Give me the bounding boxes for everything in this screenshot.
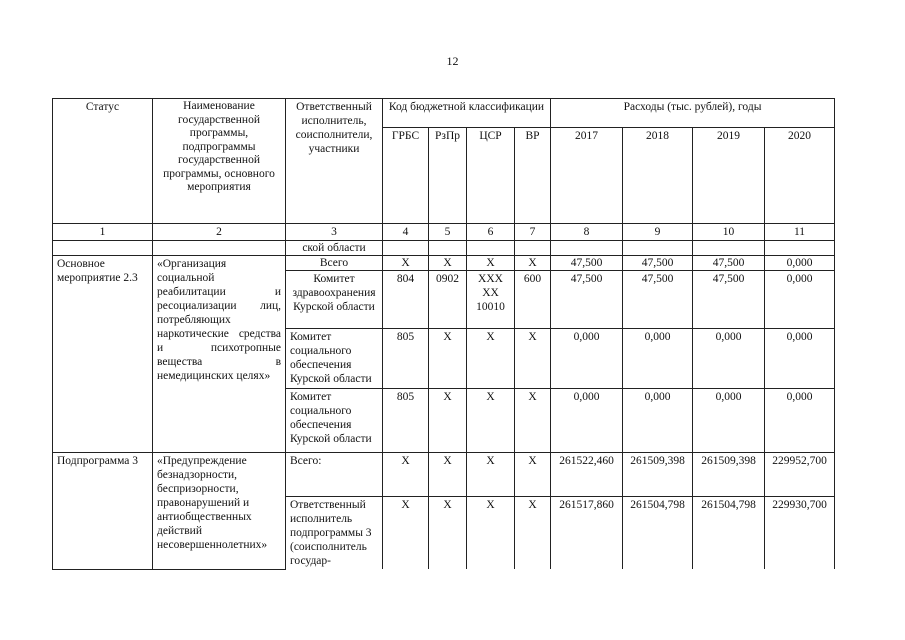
- column-number: 9: [623, 224, 693, 241]
- value-2019-cell: 47,500: [693, 271, 765, 329]
- value-2019-cell: 261509,398: [693, 453, 765, 497]
- responsible-cell: Всего:: [286, 453, 383, 497]
- column-number: 1: [53, 224, 153, 241]
- value-2019-cell: 47,500: [693, 256, 765, 271]
- grbs-cell: 805: [383, 329, 429, 389]
- value-2018-cell: 0,000: [623, 329, 693, 389]
- vr-cell: X: [515, 329, 551, 389]
- value-2020-cell: 0,000: [765, 329, 835, 389]
- table-row: [53, 256, 835, 271]
- grbs-cell: 804: [383, 271, 429, 329]
- column-number: 3: [286, 224, 383, 241]
- value-2020-cell: 229930,700: [765, 497, 835, 570]
- column-number: 10: [693, 224, 765, 241]
- header-name: Наименование государственной программы, подпрограммы государственной программы, основного мероприятия: [153, 99, 286, 224]
- value-2020-cell: 0,000: [765, 256, 835, 271]
- value-2017-cell: 261517,860: [551, 497, 623, 570]
- rzpr-cell: X: [429, 329, 467, 389]
- value-2017-cell: 47,500: [551, 271, 623, 329]
- value-2020-cell: 0,000: [765, 389, 835, 453]
- value-2017-cell: 47,500: [551, 256, 623, 271]
- rzpr-cell: X: [429, 453, 467, 497]
- subprogram-name-cell: «Предупреждение безнадзорности, беспризорности, правонарушений и антиобщественных действий несовершеннолетних»: [153, 453, 286, 570]
- status-cell: Подпрограмма 3: [53, 453, 153, 570]
- header-year-2020: 2020: [765, 128, 835, 224]
- csr-cell: X: [467, 453, 515, 497]
- csr-cell: XXX XX 10010: [467, 271, 515, 329]
- grbs-cell: X: [383, 256, 429, 271]
- csr-cell: X: [467, 329, 515, 389]
- header-grbs: ГРБС: [383, 128, 429, 224]
- header-year-2017: 2017: [551, 128, 623, 224]
- table-row: [53, 453, 835, 497]
- responsible-cell: Комитет социального обеспечения Курской области: [286, 389, 383, 453]
- column-number: 7: [515, 224, 551, 241]
- value-2020-cell: 0,000: [765, 271, 835, 329]
- column-number: 4: [383, 224, 429, 241]
- vr-cell: X: [515, 453, 551, 497]
- responsible-cell: Всего: [286, 256, 383, 271]
- header-year-2018: 2018: [623, 128, 693, 224]
- vr-cell: X: [515, 256, 551, 271]
- value-2018-cell: 47,500: [623, 271, 693, 329]
- header-responsible: Ответственный исполнитель, соисполнители, участники: [286, 99, 383, 224]
- value-2018-cell: 47,500: [623, 256, 693, 271]
- value-2019-cell: 261504,798: [693, 497, 765, 570]
- value-2019-cell: 0,000: [693, 329, 765, 389]
- header-rzpr: РзПр: [429, 128, 467, 224]
- header-year-2019: 2019: [693, 128, 765, 224]
- grbs-cell: X: [383, 497, 429, 570]
- vr-cell: X: [515, 497, 551, 570]
- csr-cell: X: [467, 389, 515, 453]
- header-csr: ЦСР: [467, 128, 515, 224]
- page-number: 12: [446, 54, 459, 68]
- csr-cell: X: [467, 256, 515, 271]
- column-number: 6: [467, 224, 515, 241]
- rzpr-cell: X: [429, 389, 467, 453]
- header-vr: ВР: [515, 128, 551, 224]
- event-name-cell: «Организация социальной реабилитации и ресоциализации лиц, потребляющих наркотические средства и психотропные вещества в немедицинских целях»: [153, 256, 286, 453]
- rzpr-cell: 0902: [429, 271, 467, 329]
- grbs-cell: 805: [383, 389, 429, 453]
- column-number: 11: [765, 224, 835, 241]
- value-2019-cell: 0,000: [693, 389, 765, 453]
- rzpr-cell: X: [429, 256, 467, 271]
- responsible-cell: Комитет социального обеспечения Курской области: [286, 329, 383, 389]
- column-number: 2: [153, 224, 286, 241]
- value-2017-cell: 0,000: [551, 329, 623, 389]
- responsible-cell: Ответственный исполнитель подпрограммы 3 (соисполнитель государ-: [286, 497, 383, 570]
- vr-cell: 600: [515, 271, 551, 329]
- value-2020-cell: 229952,700: [765, 453, 835, 497]
- csr-cell: X: [467, 497, 515, 570]
- value-2017-cell: 0,000: [551, 389, 623, 453]
- value-2017-cell: 261522,460: [551, 453, 623, 497]
- column-number: 8: [551, 224, 623, 241]
- header-budget-classification: Код бюджетной классификации: [383, 99, 551, 128]
- column-number: 5: [429, 224, 467, 241]
- continuation-text: ской области: [286, 241, 383, 256]
- value-2018-cell: 261504,798: [623, 497, 693, 570]
- value-2018-cell: 0,000: [623, 389, 693, 453]
- grbs-cell: X: [383, 453, 429, 497]
- table-row: [53, 241, 835, 256]
- responsible-cell: Комитет здравоохранения Курской области: [286, 271, 383, 329]
- status-cell: Основное мероприятие 2.3: [53, 256, 153, 453]
- value-2018-cell: 261509,398: [623, 453, 693, 497]
- header-status: Статус: [53, 99, 153, 224]
- rzpr-cell: X: [429, 497, 467, 570]
- header-expenses: Расходы (тыс. рублей), годы: [551, 99, 835, 128]
- vr-cell: X: [515, 389, 551, 453]
- budget-table: [52, 98, 835, 570]
